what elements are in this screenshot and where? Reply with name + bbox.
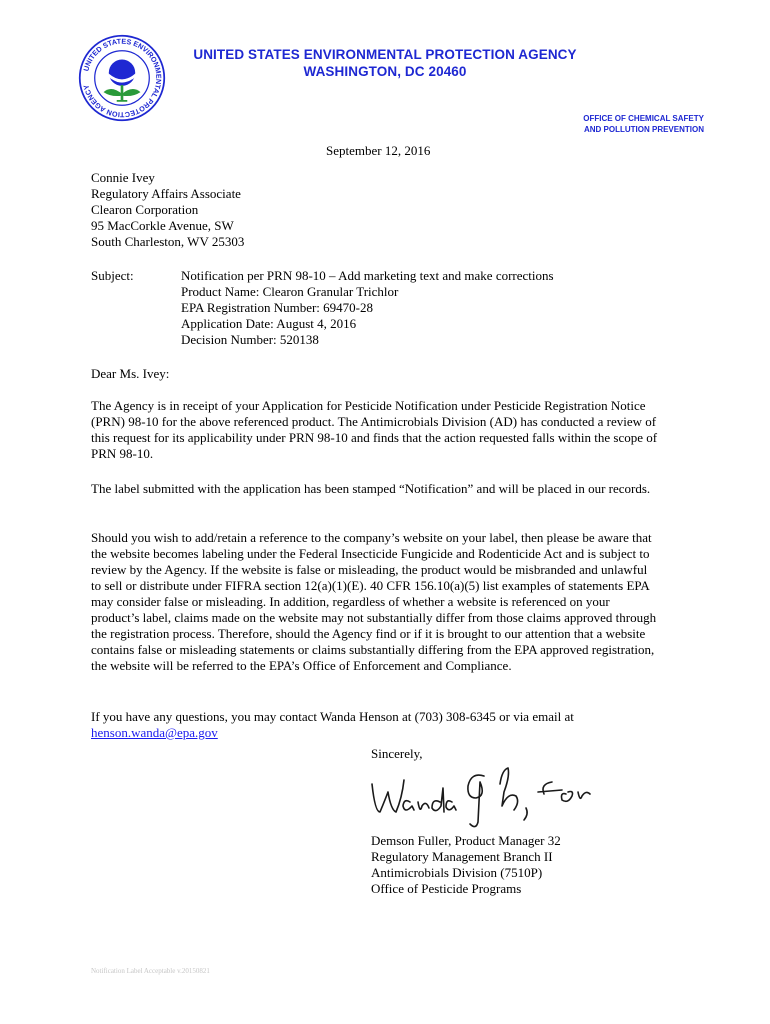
recipient-company: Clearon Corporation <box>91 202 199 217</box>
handwritten-signature <box>366 762 596 832</box>
office-line-1: OFFICE OF CHEMICAL SAFETY <box>583 114 704 123</box>
subject-line: Decision Number: 520138 <box>181 332 319 347</box>
body-paragraph-3: Should you wish to add/retain a reference to the company’s website on your label, then please be aware that the website becomes labeling under the Federal Insecticide Fungicide and Rodenticide Act and is subject to review by the Agency. If the website is false or misleading, the product would be misbranded and unlawful to sell or distribute under FIFRA section 12(a)(1)(E). 40 CFR 156.10(a)(5) list examples of statements EPA may consider false or misleading. In addition, regardless of whether a website is referenced on your product’s label, claims made on the website may not substantially differ from those claims approved through the registration process. Therefore, should the Agency find or if it is brought to our attention that a website contains false or misleading statements or claims substantially differing from the EPA approved registration, the website will be referred to the EPA’s Office of Enforcement and Compliance. <box>91 530 657 673</box>
subject-line: Product Name: Clearon Granular Trichlor <box>181 284 399 299</box>
subject-label: Subject: <box>91 268 134 283</box>
contact-email-link[interactable]: henson.wanda@epa.gov <box>91 725 218 740</box>
body-paragraph-4 <box>91 709 659 741</box>
signer-division: Antimicrobials Division (7510P) <box>371 865 543 880</box>
agency-name: UNITED STATES ENVIRONMENTAL PROTECTION AGENCY <box>193 47 577 62</box>
signer-office: Office of Pesticide Programs <box>371 881 522 896</box>
signer-name-title: Demson Fuller, Product Manager 32 <box>371 833 561 848</box>
agency-location: WASHINGTON, DC 20460 <box>303 64 467 79</box>
recipient-street: 95 MacCorkle Avenue, SW <box>91 218 234 233</box>
office-line-2: AND POLLUTION PREVENTION <box>583 125 704 134</box>
subject-lines <box>181 268 554 348</box>
recipient-name: Connie Ivey <box>91 170 155 185</box>
body-paragraph-1: The Agency is in receipt of your Application for Pesticide Notification under Pesticide Registration Notice (PRN) 98-10 for the above referenced product. The Antimicrobials Division (AD) has conducted a review of this request for its applicability under PRN 98-10 and finds that the action requested falls within the scope of PRN 98-10. <box>91 398 658 461</box>
signature-block <box>371 833 561 897</box>
signer-branch: Regulatory Management Branch II <box>371 849 553 864</box>
subject-line: Notification per PRN 98-10 – Add marketing text and make corrections <box>181 268 554 283</box>
agency-heading <box>150 46 620 80</box>
letter-date: September 12, 2016 <box>326 143 431 158</box>
salutation: Dear Ms. Ivey: <box>91 366 170 381</box>
footer-note: Notification Label Acceptable v.20150821 <box>91 967 210 975</box>
seal-ring-text: UNITED STATES ENVIRONMENTAL PROTECTION AGENCY <box>81 36 164 120</box>
office-heading <box>583 113 704 135</box>
closing-sincerely: Sincerely, <box>371 746 423 761</box>
recipient-title: Regulatory Affairs Associate <box>91 186 241 201</box>
recipient-city: South Charleston, WV 25303 <box>91 234 245 249</box>
contact-text: If you have any questions, you may contact Wanda Henson at (703) 308-6345 or via email at <box>91 709 574 724</box>
recipient-address <box>91 170 244 250</box>
body-paragraph-2: The label submitted with the application has been stamped “Notification” and will be placed in our records. <box>91 481 651 496</box>
subject-line: Application Date: August 4, 2016 <box>181 316 357 331</box>
subject-line: EPA Registration Number: 69470-28 <box>181 300 373 315</box>
